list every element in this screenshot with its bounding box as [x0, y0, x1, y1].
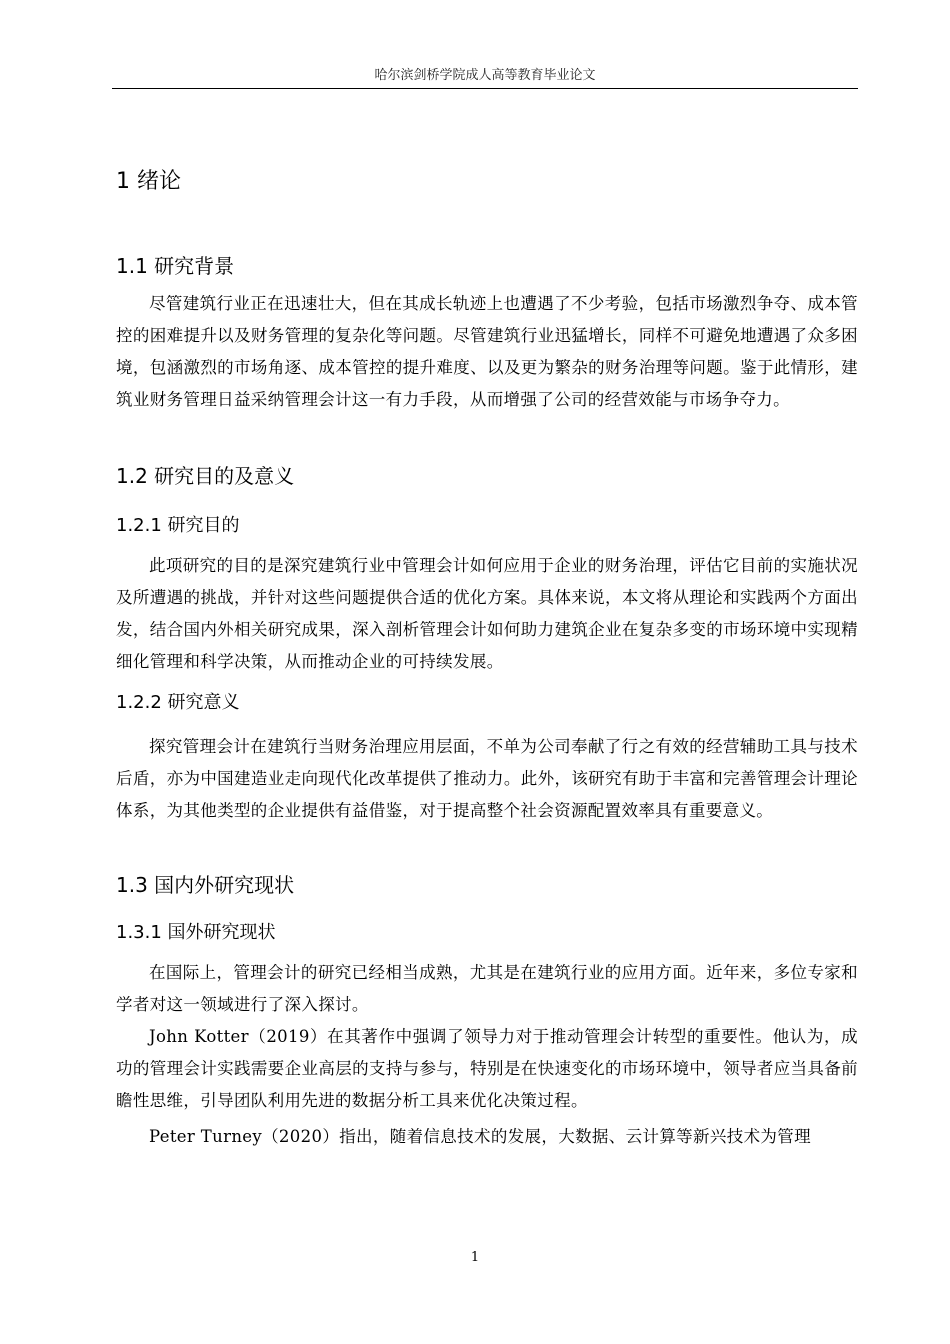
- section-title-1-2: 1.2 研究目的及意义: [116, 464, 295, 488]
- subsection-title-1-3-1: 1.3.1 国外研究现状: [116, 922, 276, 943]
- section-title-1-3: 1.3 国内外研究现状: [116, 873, 295, 897]
- paragraph-research-purpose: 此项研究的目的是深究建筑行业中管理会计如何应用于企业的财务治理，评估它目前的实施状况及所遭遇的挑战，并针对这些问题提供合适的优化方案。具体来说，本文将从理论和实践两个方面出发，结合国内外相关研究成果，深入剖析管理会计如何助力建筑企业在复杂多变的市场环境中实现精细化管理和科学决策，从而推动企业的可持续发展。: [116, 556, 858, 671]
- chapter-title: 1 绪论: [116, 169, 181, 194]
- subsection-title-1-2-1: 1.2.1 研究目的: [116, 515, 240, 536]
- header-divider: [112, 88, 858, 89]
- subsection-title-1-2-2: 1.2.2 研究意义: [116, 692, 240, 713]
- page-number: 1: [470, 1250, 480, 1265]
- paragraph-research-background: 尽管建筑行业正在迅速壮大，但在其成长轨迹上也遭遇了不少考验，包括市场激烈争夺、成本管控的困难提升以及财务管理的复杂化等问题。尽管建筑行业迅猛增长，同样不可避免地遭遇了众多困境，包涵激烈的市场角逐、成本管控的提升难度、以及更为繁杂的财务治理等问题。鉴于此情形，建筑业财务管理日益采纳管理会计这一有力手段，从而增强了公司的经营效能与市场争夺力。: [116, 294, 858, 409]
- paragraph-peter-turney: Peter Turney（2020）指出，随着信息技术的发展，大数据、云计算等新兴技术为管理: [149, 1127, 811, 1146]
- paragraph-john-kotter: John Kotter（2019）在其著作中强调了领导力对于推动管理会计转型的重要性。他认为，成功的管理会计实践需要企业高层的支持与参与，特别是在快速变化的市场环境中，领导者应当具备前瞻性思维，引导团队利用先进的数据分析工具来优化决策过程。: [116, 1027, 858, 1110]
- paragraph-foreign-status-intro: 在国际上，管理会计的研究已经相当成熟，尤其是在建筑行业的应用方面。近年来，多位专家和学者对这一领域进行了深入探讨。: [116, 963, 858, 1014]
- section-title-1-1: 1.1 研究背景: [116, 254, 235, 278]
- paragraph-research-significance: 探究管理会计在建筑行当财务治理应用层面，不单为公司奉献了行之有效的经营辅助工具与技术后盾，亦为中国建造业走向现代化改革提供了推动力。此外，该研究有助于丰富和完善管理会计理论体系，为其他类型的企业提供有益借鉴，对于提高整个社会资源配置效率具有重要意义。: [116, 737, 858, 820]
- running-header: 哈尔滨剑桥学院成人高等教育毕业论文: [374, 68, 596, 83]
